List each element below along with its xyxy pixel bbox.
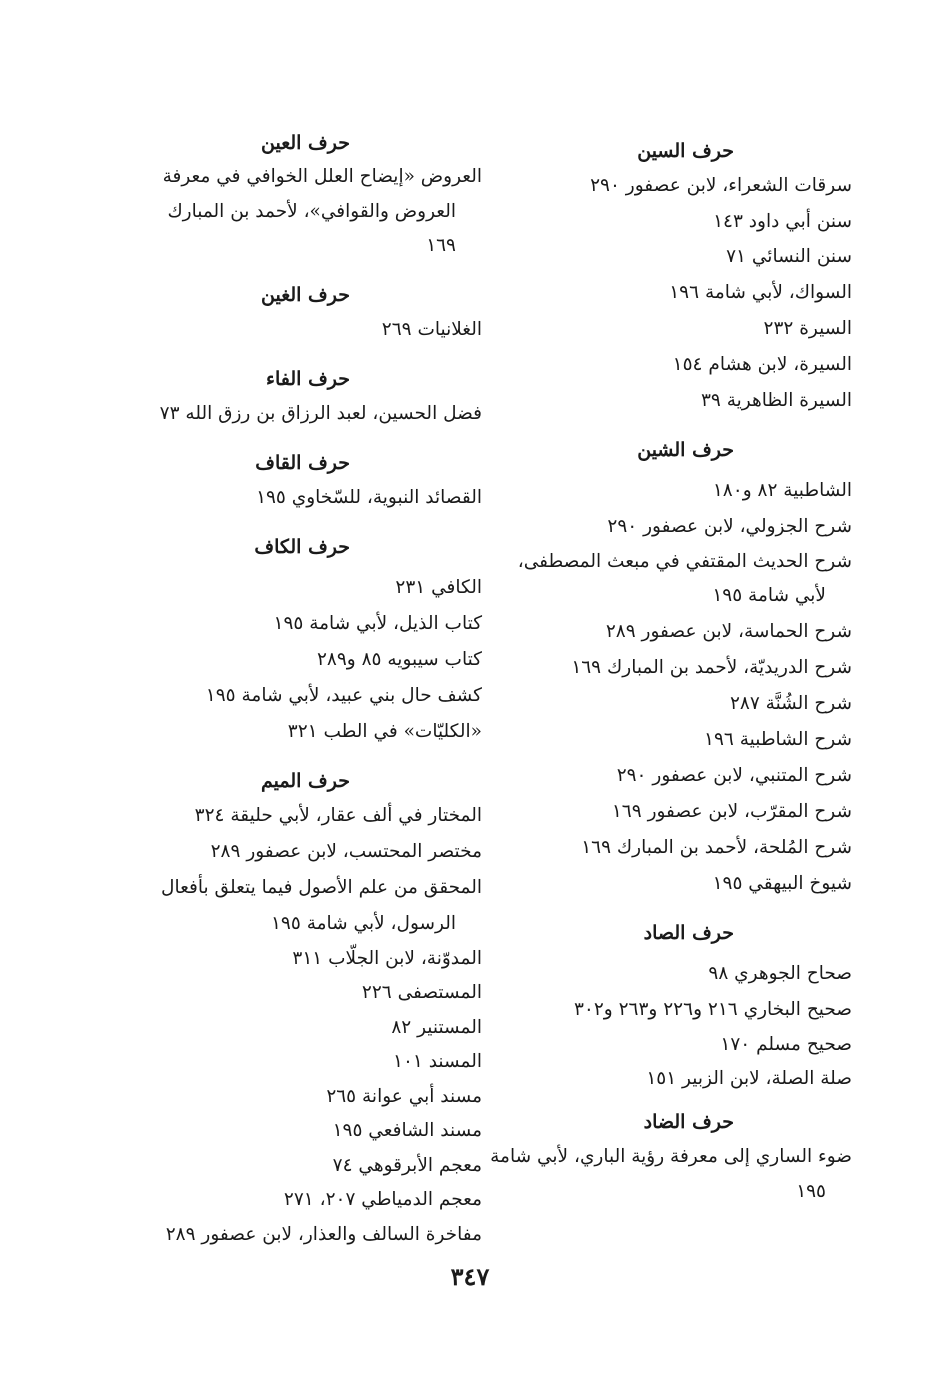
index-column-right	[490, 126, 852, 1209]
section-heading: حرف العين	[261, 132, 350, 154]
index-entry: السيرة، لابن هشام ١٥٤	[672, 353, 852, 375]
index-entry: معجم الدمياطي ٢٠٧، ٢٧١	[283, 1189, 482, 1210]
index-entry: مسند الشافعي ١٩٥	[332, 1120, 482, 1141]
index-entry: مسند أبي عوانة ٢٦٥	[326, 1085, 482, 1107]
index-entry: شرح الجزولي، لابن عصفور ٢٩٠	[607, 515, 852, 537]
section-heading: حرف الغين	[261, 283, 350, 306]
index-entry: سنن النسائي ٧١	[726, 246, 852, 267]
index-entry: المستنير ٨٢	[391, 1016, 482, 1038]
section-heading: حرف الكاف	[254, 535, 350, 558]
index-entry: شرح الحديث المقتفي في مبعث المصطفى،	[517, 550, 852, 572]
index-entry: العروض «إيضاح العلل الخوافي في معرفة	[162, 166, 482, 187]
index-entry: المستصفى ٢٢٦	[361, 982, 482, 1003]
page-number: ٣٤٧	[450, 1262, 490, 1291]
index-entry: شرح المُلحة، لأحمد بن المبارك ١٦٩	[581, 836, 852, 858]
index-entry: «الكليّات» في الطب ٣٢١	[287, 720, 482, 742]
index-entry-continuation: لأبي شامة ١٩٥	[712, 585, 826, 606]
section-heading: حرف القاف	[255, 451, 350, 474]
index-entry: المحقق من علم الأصول فيما يتعلق بأفعال	[161, 876, 482, 898]
section-heading: حرف الميم	[261, 769, 350, 792]
index-entry: كتاب سيبويه ٨٥ و٢٨٩	[316, 648, 482, 670]
index-entry: المدوّنة، لابن الجلّاب ٣١١	[292, 947, 482, 969]
index-entry: معجم الأبرقوهي ٧٤	[332, 1154, 482, 1176]
index-entry: شرح الشُنَّة ٢٨٧	[729, 692, 852, 714]
index-entry: صحاح الجوهري ٩٨	[708, 962, 852, 984]
section-heading: حرف الشين	[637, 438, 734, 461]
index-entry: الشاطبية ٨٢ و١٨٠	[712, 479, 852, 501]
index-entry: سنن أبي داود ١٤٣	[713, 211, 852, 232]
index-entry: ضوء الساري إلى معرفة رؤية الباري، لأبي شامة	[490, 1145, 852, 1167]
index-entry: المسند ١٠١	[393, 1051, 482, 1072]
section-heading: حرف الضاد	[643, 1110, 734, 1133]
index-entry: شرح المتنبي، لابن عصفور ٢٩٠	[616, 764, 852, 786]
index-entry-continuation: ١٩٥	[796, 1180, 826, 1202]
index-entry: كتاب الذيل، لأبي شامة ١٩٥	[273, 612, 482, 634]
index-column-left	[112, 126, 482, 1252]
index-entry-continuation: ١٦٩	[426, 235, 456, 256]
index-entry: السيرة الظاهرية ٣٩	[700, 389, 852, 411]
index-entry: شرح المقرّب، لابن عصفور ١٦٩	[611, 800, 852, 822]
index-entry: المختار في ألف عقار، لأبي حليقة ٣٢٤	[194, 804, 482, 826]
index-entry: الكافي ٢٣١	[395, 576, 482, 598]
index-entry: كشف حال بني عبيد، لأبي شامة ١٩٥	[205, 684, 482, 706]
index-entry: السواك، لأبي شامة ١٩٦	[669, 281, 852, 303]
index-entry-continuation: العروض والقوافي»، لأحمد بن المبارك	[167, 200, 456, 222]
index-entry: مختصر المحتسب، لابن عصفور ٢٨٩	[210, 840, 482, 862]
index-entry: صلة الصلة، لابن الزبير ١٥١	[646, 1068, 852, 1089]
index-entry: القصائد النبوية، للسّخاوي ١٩٥	[256, 486, 482, 508]
section-heading: حرف الصاد	[643, 921, 734, 944]
index-entry: شرح الشاطبية ١٩٦	[704, 728, 852, 750]
index-entry: صحيح مسلم ١٧٠	[720, 1033, 852, 1055]
index-entry: سرقات الشعراء، لابن عصفور ٢٩٠	[590, 175, 852, 196]
index-entry: شيوخ البيهقي ١٩٥	[712, 872, 852, 894]
index-entry: صحيح البخاري ٢١٦ و٢٢٦ و٢٦٣ و٣٠٢	[573, 998, 852, 1020]
index-entry: السيرة ٢٣٢	[763, 317, 852, 339]
index-entry: فضل الحسين، لعبد الرزاق بن رزق الله ٧٣	[159, 402, 482, 424]
index-entry: الغلانيات ٢٦٩	[381, 318, 482, 340]
index-entry: شرح الدريديّة، لأحمد بن المبارك ١٦٩	[571, 656, 852, 678]
section-heading: حرف الفاء	[266, 367, 350, 390]
section-heading: حرف السين	[637, 140, 734, 162]
index-entry-continuation: الرسول، لأبي شامة ١٩٥	[271, 912, 456, 934]
index-entry: شرح الحماسة، لابن عصفور ٢٨٩	[605, 620, 852, 642]
index-entry: مفاخرة السالف والعذار، لابن عصفور ٢٨٩	[165, 1223, 482, 1245]
